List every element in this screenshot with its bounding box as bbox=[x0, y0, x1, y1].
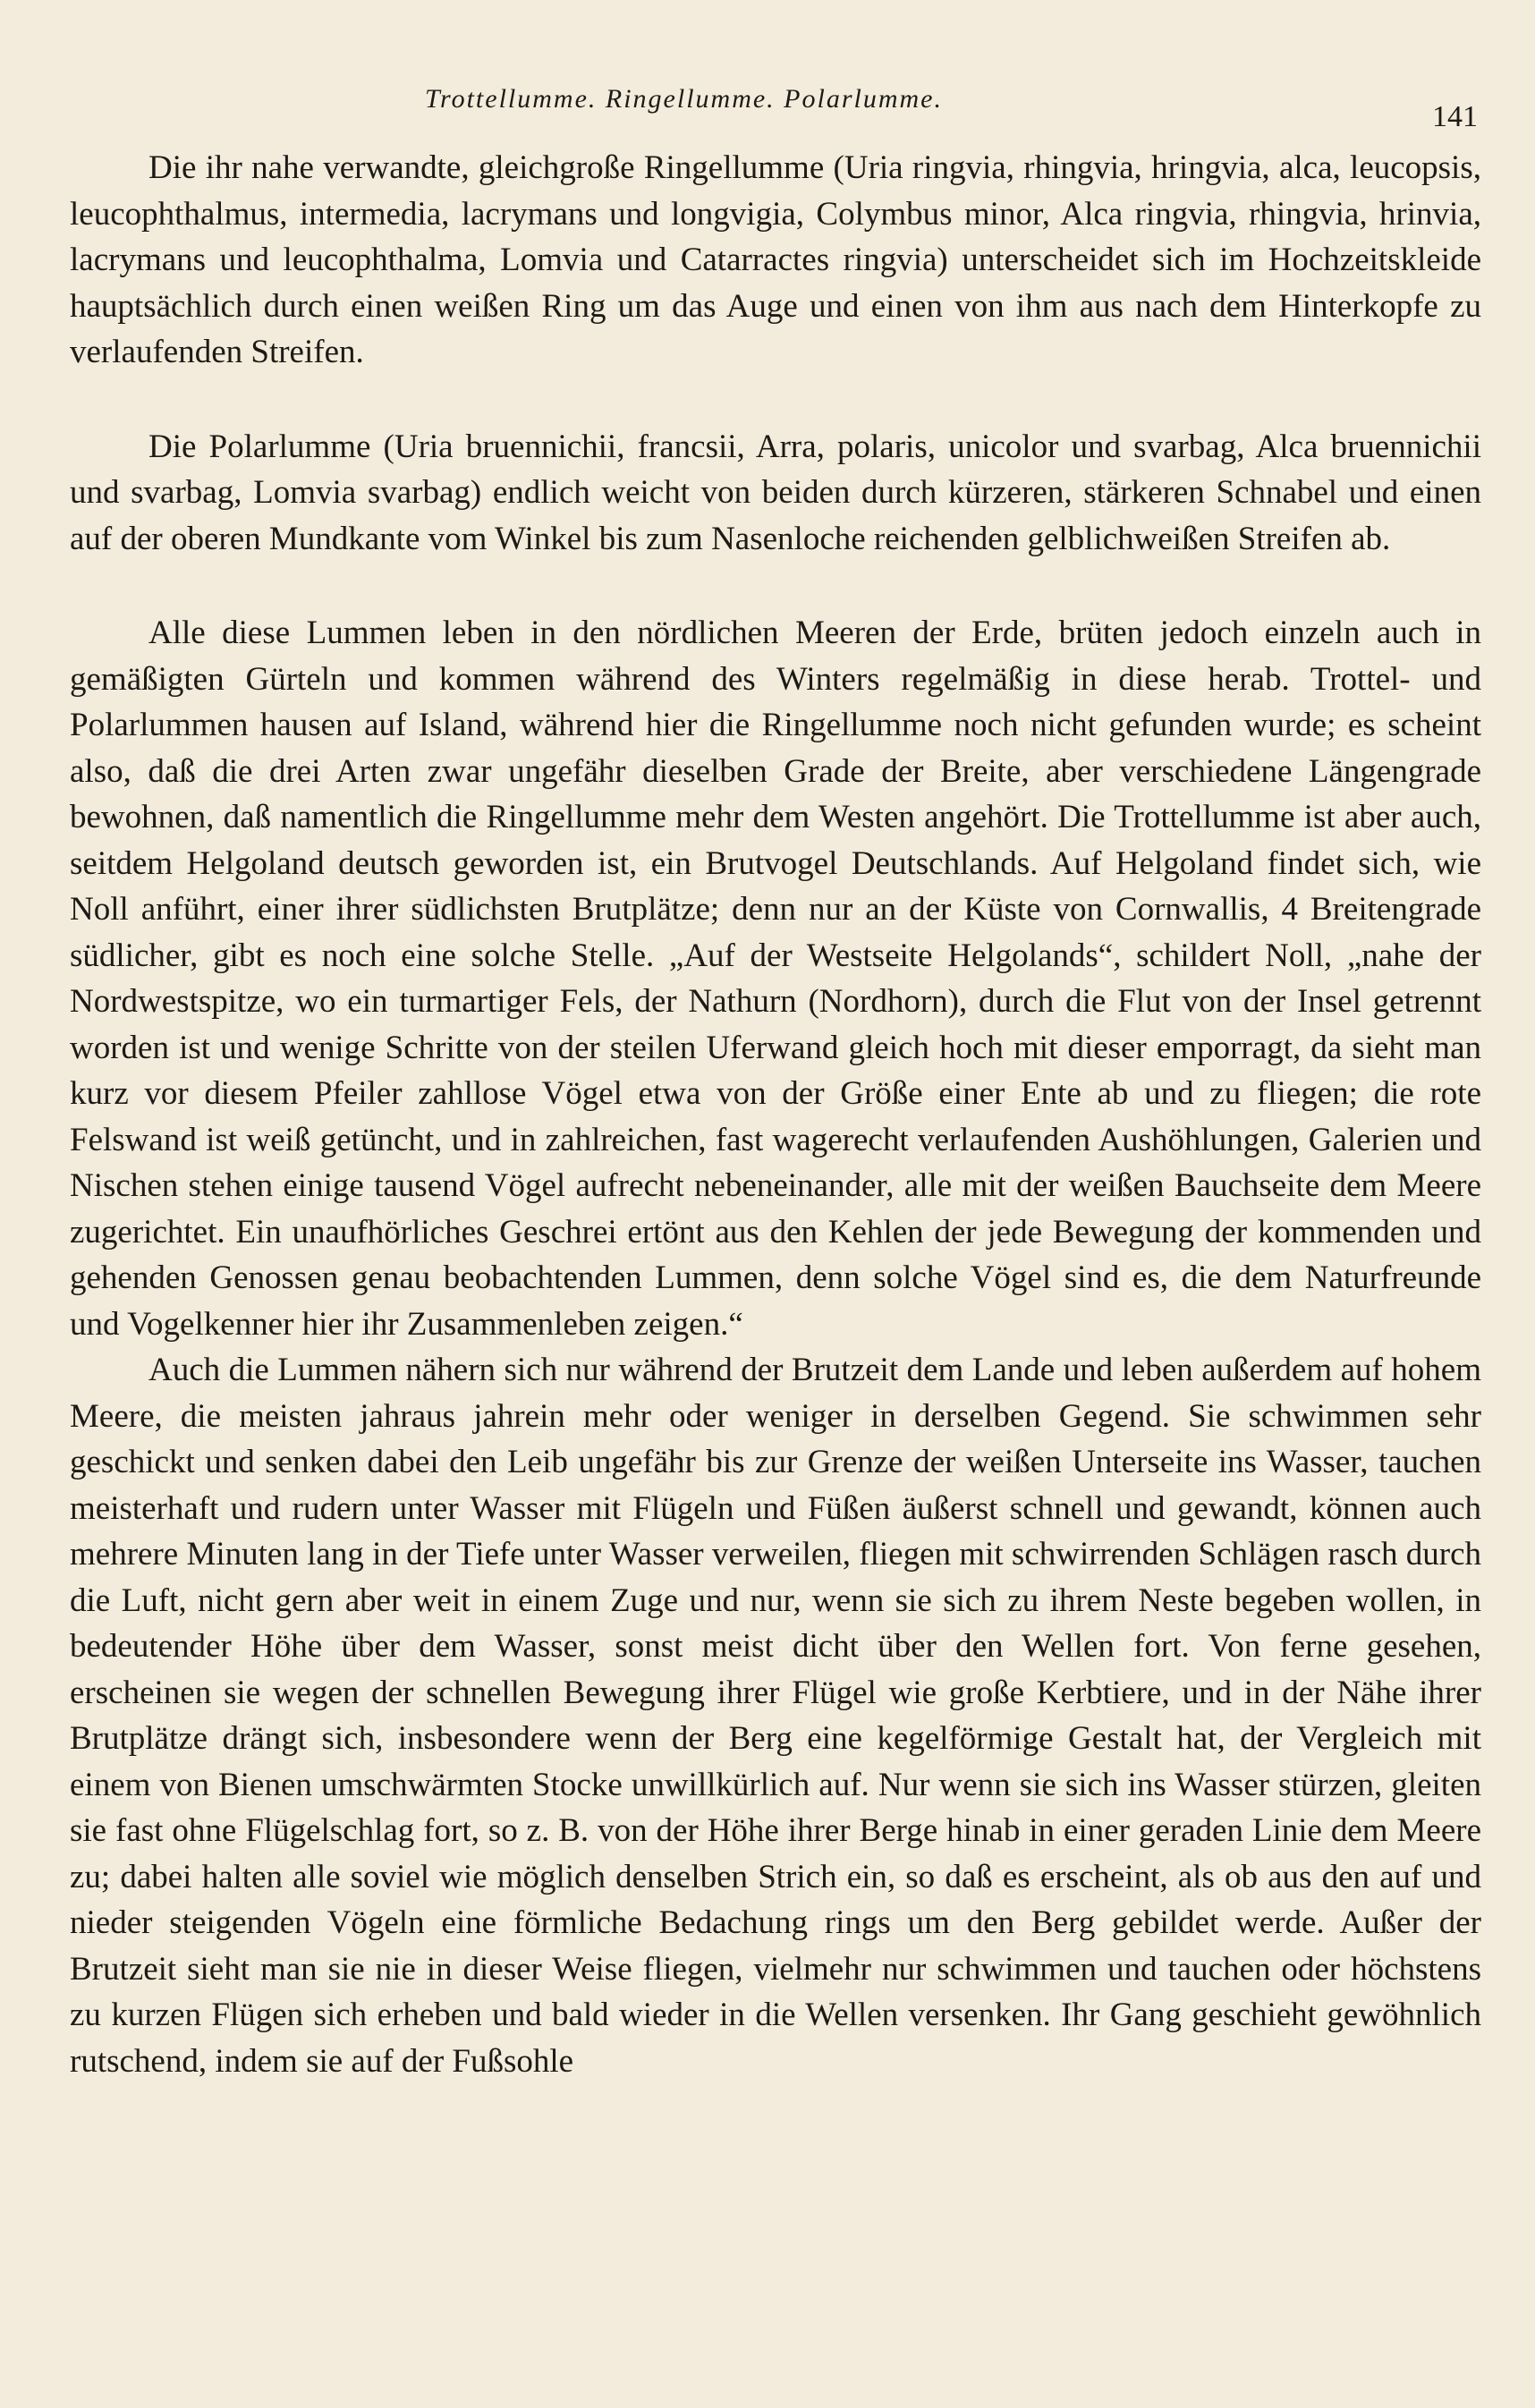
page-number: 141 bbox=[1432, 100, 1478, 133]
running-head: Trottellumme. Ringellumme. Polarlumme. bbox=[425, 84, 943, 114]
paragraph-behavior: Auch die Lummen nähern sich nur während der Brutzeit dem Lande und leben außerdem auf hohem Meere, die meisten jahraus jahrein mehr oder weniger in derselben Gegend. Sie schwimmen sehr geschickt und senken dabei den Leib ungefähr bis zur Grenze der weißen Unterseite ins Wasser, tauchen meisterhaft und rudern unter Wasser mit Flügeln und Füßen äußerst schnell und gewandt, können auch mehrere Minuten lang in der Tiefe unter Wasser verweilen, fliegen mit schwirrenden Schlägen rasch durch die Luft, nicht gern aber weit in einem Zuge und nur, wenn sie sich zu ihrem Neste begeben wollen, in bedeutender Höhe über dem Wasser, sonst meist dicht über den Wellen fort. Von ferne gesehen, erscheinen sie wegen der schnellen Bewegung ihrer Flügel wie große Kerbtiere, und in der Nähe ihrer Brutplätze drängt sich, insbesondere wenn der Berg eine kegelförmige Gestalt hat, der Vergleich mit einem von Bienen umschwärmten Stocke unwillkürlich auf. Nur wenn sie sich ins Wasser stürzen, gleiten sie fast ohne Flügelschlag fort, so z. B. von der Höhe ihrer Berge hinab in einer geraden Linie dem Meere zu; dabei halten alle soviel wie möglich denselben Strich ein, so daß es erscheint, als ob aus den auf und nieder steigenden Vögeln eine förmliche Bedachung rings um den Berg gebildet werde. Außer der Brutzeit sieht man sie nie in dieser Weise fliegen, vielmehr nur schwimmen und tauchen oder höchstens zu kurzen Flügen sich erheben und bald wieder in die Wellen versenken. Ihr Gang geschieht gewöhnlich rutschend, indem sie auf der Fußsohle bbox=[70, 1352, 1481, 2080]
paragraph-distribution: Alle diese Lummen leben in den nördlichen Meeren der Erde, brüten jedoch einzeln auch in gemäßigten Gürteln und kommen während des Winters regelmäßig in diese herab. Trottel- und Polarlummen hausen auf Island, während hier die Ringellumme noch nicht gefunden wurde; es scheint also, daß die drei Arten zwar ungefähr dieselben Grade der Breite, aber verschiedene Längengrade bewohnen, daß namentlich die Ringellumme mehr dem Westen angehört. Die Trottellumme ist aber auch, seitdem Helgoland deutsch geworden ist, ein Brutvogel Deutschlands. Auf Helgoland findet sich, wie Noll anführt, einer ihrer südlichsten Brutplätze; denn nur an der Küste von Cornwallis, 4 Breitengrade südlicher, gibt es noch eine solche Stelle. „Auf der Westseite Helgolands“, schildert Noll, „nahe der Nordwestspitze, wo ein turmartiger Fels, der Nathurn (Nordhorn), durch die Flut von der Insel getrennt worden ist und wenige Schritte von der steilen Uferwand gleich hoch mit dieser emporragt, da sieht man kurz vor diesem Pfeiler zahllose Vögel etwa von der Größe einer Ente ab und zu fliegen; die rote Felswand ist weiß getüncht, und in zahlreichen, fast wagerecht verlaufenden Aushöhlungen, Galerien und Nischen stehen einige tausend Vögel aufrecht nebeneinander, alle mit der weißen Bauchseite dem Meere zugerichtet. Ein unaufhörliches Geschrei ertönt aus den Kehlen der jede Bewegung der kommenden und gehenden Genossen genau beobachtenden Lummen, denn solche Vögel sind es, die dem Naturfreunde und Vogelkenner hier ihr Zusammenleben zeigen.“ bbox=[70, 615, 1481, 1343]
page-body bbox=[70, 145, 1481, 2084]
paragraph-polarlumme: Die Polarlumme (Uria bruennichii, francsii, Arra, polaris, unicolor und svarbag, Alca bruennichii und svarbag, Lomvia svarbag) endlich weicht von beiden durch kürzeren, stärkeren Schnabel und einen auf der oberen Mundkante vom Winkel bis zum Nasenloche reichenden gelblichweißen Streifen ab. bbox=[70, 428, 1481, 557]
paragraph-ringellumme: Die ihr nahe verwandte, gleichgroße Ringellumme (Uria ringvia, rhingvia, hringvia, alca, leucopsis, leucophthalmus, intermedia, lacrymans und longvigia, Colymbus minor, Alca ringvia, rhingvia, hrinvia, lacrymans und leucophthalma, Lomvia und Catarractes ringvia) unterscheidet sich im Hochzeitskleide hauptsächlich durch einen weißen Ring um das Auge und einen von ihm aus nach dem Hinterkopfe zu verlaufenden Streifen. bbox=[70, 149, 1481, 370]
